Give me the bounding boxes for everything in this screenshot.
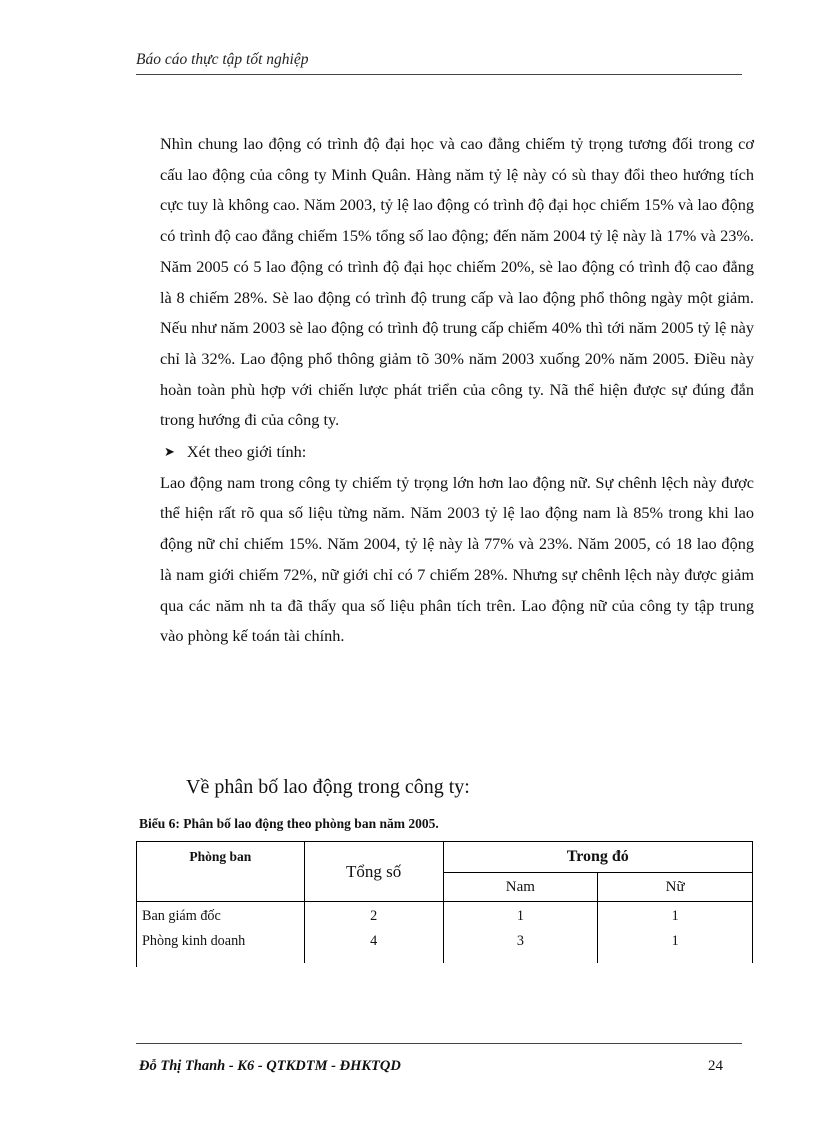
page-number: 24: [708, 1058, 723, 1074]
row-male: 1: [443, 902, 598, 931]
table-row: [137, 902, 753, 931]
table-cutoff: [137, 963, 753, 967]
row-female: 1: [598, 931, 753, 967]
bullet-gender: [160, 437, 754, 468]
table-row: [137, 931, 753, 967]
footer-rule: [136, 1043, 742, 1044]
paragraph-qualification: Nhìn chung lao động có trình độ đại học và cao đẳng chiếm tỷ trọng tương đối trong cơ cấu lao động của công ty Minh Quân. Hàng năm tỷ lệ này có sù thay đổi theo hướng tích cực tuy là không cao. Năm 2003, tỷ lệ lao động có trình độ đại học chiếm 15% và lao động có trình độ cao đẳng chiếm 15% tổng số lao động; đến năm 2004 tỷ lệ này là 17% và 23%. Năm 2005 có 5 lao động có trình độ đại học chiếm 20%, sè lao động có trình độ cao đẳng là 8 chiếm 28%. Sè lao động có trình độ trung cấp và lao động phổ thông ngày một giảm. Nếu như năm 2003 sè lao động có trình độ trung cấp chiếm 40% thì tới năm 2005 tỷ lệ này chỉ là 32%. Lao động phổ thông giảm tõ 30% năm 2003 xuống 20% năm 2005. Điều này hoàn toàn phù hợp với chiến lược phát triển của công ty. Nã thể hiện được sự đúng đắn trong hướng đi của công ty.: [160, 134, 754, 430]
row-total: 4: [304, 931, 443, 967]
header-male: Nam: [443, 873, 598, 902]
page-header: [136, 50, 742, 75]
paragraph-gender: Lao động nam trong công ty chiếm tỷ trọng lớn hơn lao động nữ. Sự chênh lệch này được thể hiện rất rõ qua số liệu từng năm. Năm 2003 tỷ lệ lao động nam là 85% trong khi lao động nữ chỉ chiếm 15%. Năm 2004, tỷ lệ này là 77% và 23%. Năm 2005, có 18 lao động là nam giới chiếm 72%, nữ giới chỉ có 7 chiếm 28%. Nhưng sự chênh lệch này được giảm qua các năm nh ta đã thấy qua số liệu phân tích trên. Lao động nữ của công ty tập trung vào phòng kế toán tài chính.: [160, 472, 754, 646]
footer-author: Đỗ Thị Thanh - K6 - QTKDTM - ĐHKTQD: [139, 1058, 401, 1074]
row-total: 2: [304, 902, 443, 931]
body-text: [160, 129, 754, 652]
row-female: 1: [598, 902, 753, 931]
bullet-gender-label: Xét theo giới tính:: [186, 442, 307, 462]
arrowhead-bullet-icon: ➤: [164, 444, 175, 460]
row-male: 3: [443, 931, 598, 967]
header-female: Nữ: [598, 873, 753, 902]
header-total: Tổng số: [304, 842, 443, 902]
table-caption: Biểu 6: Phân bố lao động theo phòng ban năm 2005.: [139, 816, 439, 831]
header-of-which: Trong đó: [443, 842, 752, 873]
row-department: Phòng kinh doanh: [137, 931, 305, 967]
header-title: Báo cáo thực tập tốt nghiệp: [136, 51, 309, 68]
row-department: Ban giám đốc: [137, 902, 305, 931]
section-title: Về phân bố lao động trong công ty:: [186, 776, 470, 798]
header-department: Phòng ban: [137, 842, 305, 902]
staff-distribution-table: [136, 841, 753, 967]
